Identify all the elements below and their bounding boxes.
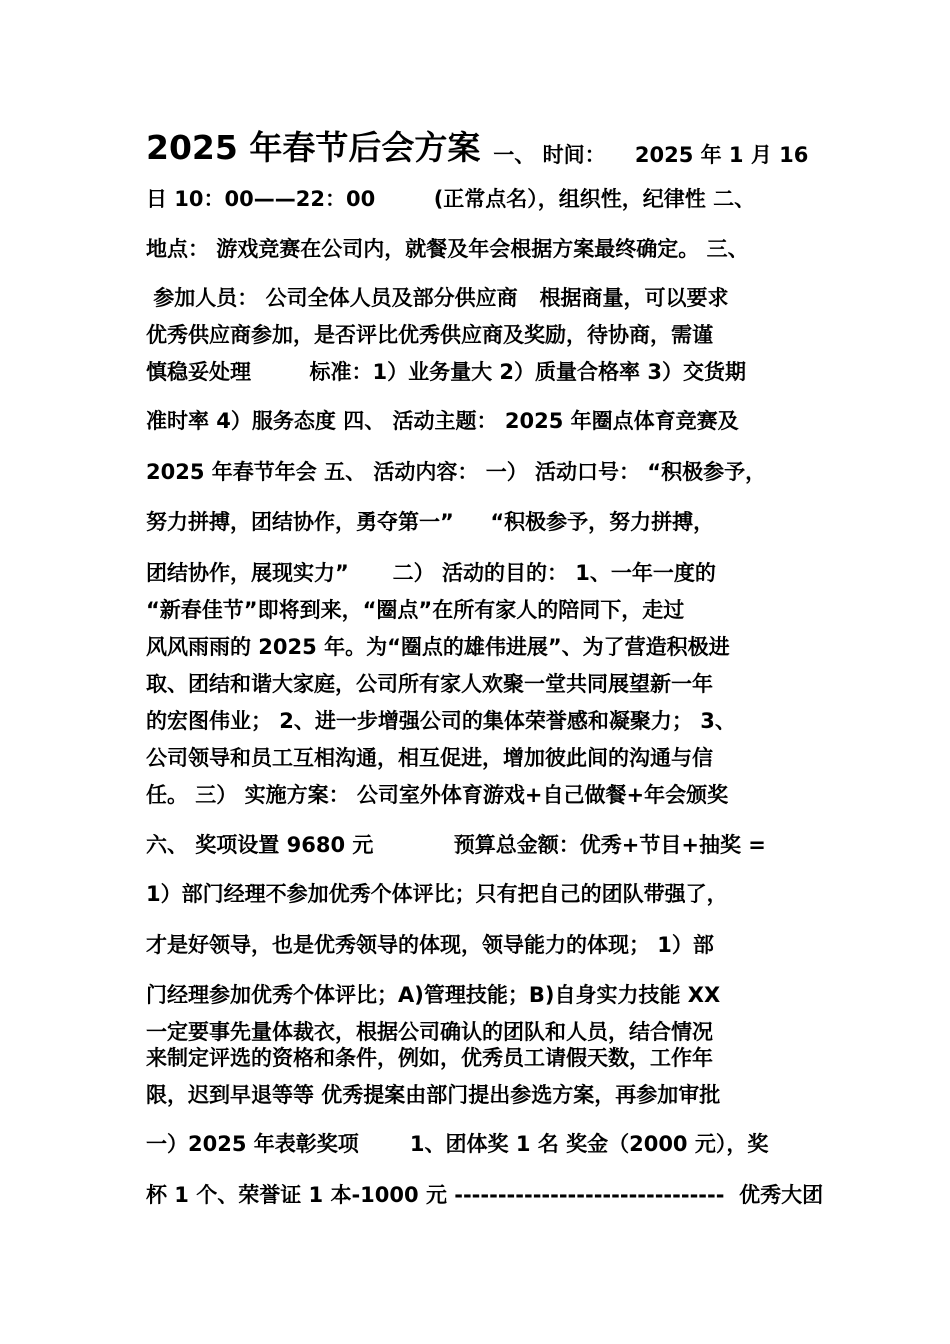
text-line: 一）2025 年表彰奖项 1、团体奖 1 名 奖金（2000 元），奖 bbox=[146, 1132, 769, 1156]
text-line: 才是好领导，也是优秀领导的体现，领导能力的体现； 1）部 bbox=[146, 933, 714, 957]
text-line: 参加人员： 公司全体人员及部分供应商 根据商量，可以要求 bbox=[146, 286, 729, 310]
text-line: 2025 年春节年会 五、 活动内容： 一） 活动口号： “积极参予， bbox=[146, 460, 767, 484]
text-line: “新春佳节”即将到来，“圈点”在所有家人的陪同下，走过 bbox=[146, 598, 685, 622]
text-line: 努力拼搏，团结协作，勇夺第一” “积极参予，努力拼搏， bbox=[146, 510, 715, 534]
text-line: 优秀供应商参加，是否评比优秀供应商及奖励，待协商，需谨 bbox=[146, 323, 713, 347]
text-line: 限，迟到早退等等 优秀提案由部门提出参选方案，再参加审批 bbox=[146, 1083, 721, 1107]
text-line: 一定要事先量体裁衣，根据公司确认的团队和人员，结合情况 bbox=[146, 1020, 713, 1044]
text-line: 六、 奖项设置 9680 元 预算总金额：优秀+节目+抽奖 = bbox=[146, 833, 766, 857]
text-line: 准时率 4）服务态度 四、 活动主题： 2025 年圈点体育竞赛及 bbox=[146, 409, 739, 433]
text-line: 风风雨雨的 2025 年。为“圈点的雄伟进展”、为了营造积极进 bbox=[146, 635, 730, 659]
text-line: 团结协作，展现实力” 二） 活动的目的： 1、一年一度的 bbox=[146, 561, 716, 585]
text-line: 日 10：00——22：00 (正常点名），组织性，纪律性 二、 bbox=[146, 187, 756, 211]
text-line: 慎稳妥处理 标准：1）业务量大 2）质量合格率 3）交货期 bbox=[146, 360, 746, 384]
text-line: 来制定评选的资格和条件，例如，优秀员工请假天数，工作年 bbox=[146, 1046, 713, 1070]
text-line: 门经理参加优秀个体评比；A)管理技能；B)自身实力技能 XX bbox=[146, 983, 721, 1007]
text-line: 任。 三） 实施方案： 公司室外体育游戏+自己做餐+年会颁奖 bbox=[146, 783, 729, 807]
text-line: 取、团结和谐大家庭，公司所有家人欢聚一堂共同展望新一年 bbox=[146, 672, 713, 696]
text-line: 1）部门经理不参加优秀个体评比；只有把自己的团队带强了， bbox=[146, 882, 728, 906]
text-line: 的宏图伟业； 2、进一步增强公司的集体荣誉感和凝聚力； 3、 bbox=[146, 709, 736, 733]
document-title: 2025 年春节后会方案 bbox=[146, 128, 481, 167]
text-line: 杯 1 个、荣誉证 1 本-1000 元 ------------------------------- 优秀大团 bbox=[146, 1183, 824, 1207]
text-line: 地点： 游戏竞赛在公司内，就餐及年会根据方案最终确定。 三、 bbox=[146, 237, 749, 261]
text-line: 公司领导和员工互相沟通，相互促进，增加彼此间的沟通与信 bbox=[146, 746, 713, 770]
text-line: 一、 时间： 2025 年 1 月 16 bbox=[486, 143, 809, 167]
